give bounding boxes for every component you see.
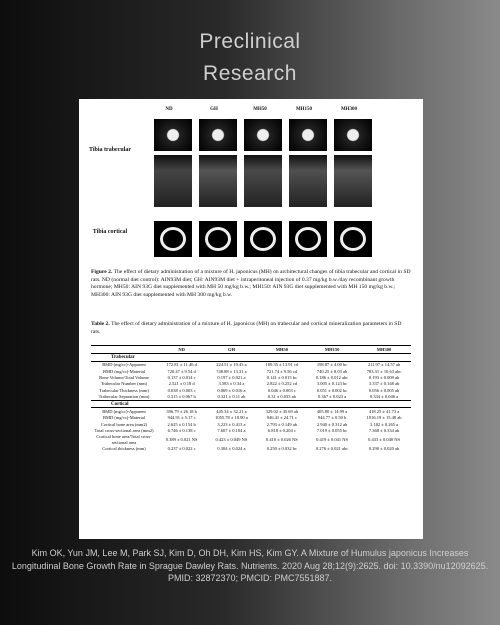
ct-image-trabecular-top-mh150 <box>289 119 327 151</box>
table-cell: 7.019 ± 0.055 bc <box>316 428 348 434</box>
table-row-label: Trabecular Separation (mm) <box>98 394 150 400</box>
ct-image-cortical-mh150 <box>289 221 327 257</box>
table-cell: 418.25 ± 41.73 a <box>368 408 400 414</box>
ct-image-trabecular-top-mh50 <box>244 119 282 151</box>
table-cell: 0.193 ± 0.009 ab <box>368 374 400 380</box>
table-cell: 0.276 ± 0.021 abc <box>315 446 349 452</box>
table-cell: 0.304 ± 0.024 a <box>217 446 246 452</box>
table-header-cell: MH150 <box>307 346 357 354</box>
table-cell: 7.607 ± 0.104 a <box>217 428 246 434</box>
figure-col-mh50: MH50 <box>253 107 267 112</box>
table-cell: 944.77 ± 0.50 b <box>317 415 347 421</box>
figure-col-mh150: MH150 <box>295 107 313 112</box>
table-caption <box>91 321 411 336</box>
table-cell: 3.005 ± 0.123 bc <box>316 381 348 387</box>
ct-image-cortical-mh50 <box>244 221 282 257</box>
table-cell: 0.290 ± 0.020 ab <box>368 446 400 452</box>
table-header-cell: MH300 <box>357 346 411 354</box>
ct-image-trabecular-long-gh <box>199 155 237 207</box>
table-cell: 0.186 ± 0.012 abc <box>315 374 349 380</box>
ct-image-cortical-mh300 <box>334 221 372 257</box>
table-cell: 740.25 ± 8.03 ab <box>316 368 348 374</box>
table-header-row <box>91 346 411 354</box>
table-cell: 329.02 ± 45.69 ab <box>265 408 299 414</box>
table-cell: 1016.19 ± 15.48 ab <box>366 415 402 421</box>
table-row-label: Cortical bone area (mm2) <box>100 421 148 427</box>
table-row <box>91 361 411 368</box>
row-label-cortical: Tibia cortical <box>92 229 128 235</box>
ct-image-cortical-gh <box>199 221 237 257</box>
page-title-line1: Preclinical <box>199 30 301 53</box>
table-cell: 946.41 ± 24.71 c <box>266 415 298 421</box>
ct-image-trabecular-long-mh300 <box>334 155 372 207</box>
figure-col-mh300: MH300 <box>340 107 358 112</box>
table-cell: 721.74 ± 9.56 cd <box>266 368 298 374</box>
table-cell: 224.51 ± 19.43 a <box>216 362 247 368</box>
table-caption-lead: Table 2. <box>91 321 110 327</box>
table-cell: 2.822 ± 0.252 cd <box>266 381 298 387</box>
table-cell: 944.91 ± 5.17 c <box>167 415 196 421</box>
figure-caption <box>91 269 411 299</box>
table-section-row <box>91 400 411 407</box>
table-row-label: BMD (mg/cc)-Apparent <box>102 408 146 414</box>
page-title-line2: Research <box>203 62 297 85</box>
figure-column-headers <box>79 107 423 117</box>
figure-col-nd: ND <box>165 107 173 112</box>
table-header-cell: GH <box>206 346 256 354</box>
table-section-label: Trabecular <box>91 354 411 361</box>
table-section-label: Cortical <box>91 400 411 407</box>
table-row <box>91 445 411 451</box>
table-row-label: Cortical thickness (mm) <box>102 446 146 452</box>
table-cell: 720.47 ± 9.54 d <box>167 368 196 374</box>
table-cell: 2.940 ± 0.312 ab <box>316 421 348 427</box>
ct-image-trabecular-top-nd <box>154 119 192 151</box>
table-cell: 198.87 ± 4.00 bc <box>316 362 348 368</box>
parameters-table <box>91 345 411 452</box>
table-cell: 1055.78 ± 18.90 a <box>215 415 248 421</box>
table-cell: 3.583 ± 0.34 a <box>218 381 245 387</box>
table-cell: 6.818 ± 0.204 c <box>267 428 296 434</box>
table-row-label: BMD (mg/cc)-Apparent <box>102 362 146 368</box>
table-cell: 0.315 ± 0.067 b <box>167 394 196 400</box>
ct-image-trabecular-long-mh150 <box>289 155 327 207</box>
figure-col-gh: GH <box>210 107 218 112</box>
table-section-row <box>91 354 411 361</box>
citation: Kim OK, Yun JM, Lee M, Park SJ, Kim D, Oh DH, Kim HS, Kim GY. A Mixture of Humulus japonicus Increases Longitudinal Bone Growth Rate in Sprague Dawley Rats. Nutrients. 2020 Aug 28;12(9):2625. doi: 10.3390/nu12092625. PMID: 32872370; PMCID: PMC7551887. <box>11 548 489 583</box>
table-cell: 0.137 ± 0.014 c <box>167 374 196 380</box>
table-cell: 211.97 ± 14.57 ab <box>367 362 401 368</box>
table-cell: 405.80 ± 14.99 a <box>316 408 348 414</box>
table-header-cell <box>91 346 157 354</box>
table-cell: 783.31 ± 10.63 abc <box>366 368 402 374</box>
paper-excerpt <box>79 99 423 539</box>
table-header-cell: MH50 <box>257 346 307 354</box>
table-cell: 0.423 ± 0.049 NS <box>215 437 248 443</box>
table-cell: 445.34 ± 32.21 a <box>216 408 247 414</box>
table-cell: 0.419 ± 0.041 NS <box>316 437 349 443</box>
table-cell: 6.746 ± 0.138 c <box>167 428 196 434</box>
table-caption-text: The effect of dietary administration of a mixture of H. japonicus (MH) on trabecular and cortical mineralization parameters in SD rats. <box>91 321 402 335</box>
table-cell: 0.31 ± 0.033 ab <box>267 394 296 400</box>
table-cell: 0.197 ± 0.021 a <box>217 374 246 380</box>
table-cell: 7.368 ± 0.334 ab <box>368 428 400 434</box>
table-cell: 2.625 ± 0.154 b <box>167 421 196 427</box>
table-cell: 0.250 ± 0.032 bc <box>266 446 298 452</box>
table-cell: 2.793 ± 0.149 ab <box>266 421 298 427</box>
table-row <box>91 434 411 446</box>
table-cell: 0.367 ± 0.023 a <box>318 394 347 400</box>
table-row-label: BMD (mg/cc)-Material <box>102 368 146 374</box>
table-row-label: BMD (mg/cc)-Material <box>102 415 146 421</box>
figure-caption-lead: Figure 2. <box>91 269 113 275</box>
table-row <box>91 408 411 415</box>
table-cell: 396.79 ± 26.18 b <box>166 408 197 414</box>
table-cell: 0.069 ± 0.016 a <box>217 387 246 393</box>
table-row <box>91 394 411 401</box>
table-row-label: Trabecular Thickness (mm) <box>99 387 149 393</box>
ct-image-cortical-nd <box>154 221 192 257</box>
table-cell: 189.35 ± 13.91 cd <box>265 362 299 368</box>
table-row-label: Bone Volume/Total Volume <box>99 374 149 380</box>
table-cell: 3.337 ± 0.148 ab <box>368 381 400 387</box>
table-cell: 0.056 ± 0.005 ab <box>368 387 400 393</box>
table-cell: 3.223 ± 0.413 a <box>217 421 246 427</box>
ct-image-trabecular-long-mh50 <box>244 155 282 207</box>
table-cell: 0.237 ± 0.022 c <box>167 446 196 452</box>
table-cell: 0.321 ± 0.11 ab <box>217 394 246 400</box>
ct-image-trabecular-top-gh <box>199 119 237 151</box>
table-row-label: Cortical bone area/Total cross-sectional area <box>96 434 152 445</box>
table-cell: 748.88 ± 13.31 a <box>216 368 247 374</box>
table-cell: 3.182 ± 0.265 a <box>370 421 399 427</box>
table-cell: 0.046 ± 0.003 c <box>267 387 296 393</box>
table-cell: 0.389 ± 0.021 NS <box>165 437 198 443</box>
table-row-label: Total cross-sectional area (mm2) <box>94 428 154 434</box>
table-cell: 172.81 ± 11.46 d <box>166 362 197 368</box>
row-label-trabecular: Tibia trabecular <box>88 147 132 153</box>
table-cell: 0.141 ± 0.015 bc <box>266 374 298 380</box>
table-cell: 0.038 ± 0.003 c <box>167 387 196 393</box>
table-row-label: Trabecular Number (mm) <box>100 381 148 387</box>
table-cell: 2.521 ± 0.18 d <box>168 381 195 387</box>
table-cell: 0.410 ± 0.026 NS <box>265 437 298 443</box>
table-header-cell: ND <box>157 346 206 354</box>
ct-image-trabecular-top-mh300 <box>334 119 372 151</box>
table-cell: 0.051 ± 0.002 bc <box>316 387 348 393</box>
figure-caption-text: The effect of dietary administration of a mixture of H. japonicus (MH) on architectural changes of tibia trabecular and cortical in SD rats. ND (normal diet control): AIN93M diet; GH: AIN93M diet + intraperitoneal injection of 0.37 mg/kg b.w./day recombinant growth hormone; MH50: AIN 93G diet supplemented with MH 50 mg/kg b.w.; MH150: AIN 93G diet supplemented with MH 150 mg/kg b.w.; MH300: AIN 93G diet supplemented with MH 300 mg/kg b.w. <box>91 269 411 298</box>
ct-image-trabecular-long-nd <box>154 155 192 207</box>
table-cell: 0.433 ± 0.040 NS <box>368 437 400 443</box>
table-cell: 0.334 ± 0.046 a <box>370 394 399 400</box>
